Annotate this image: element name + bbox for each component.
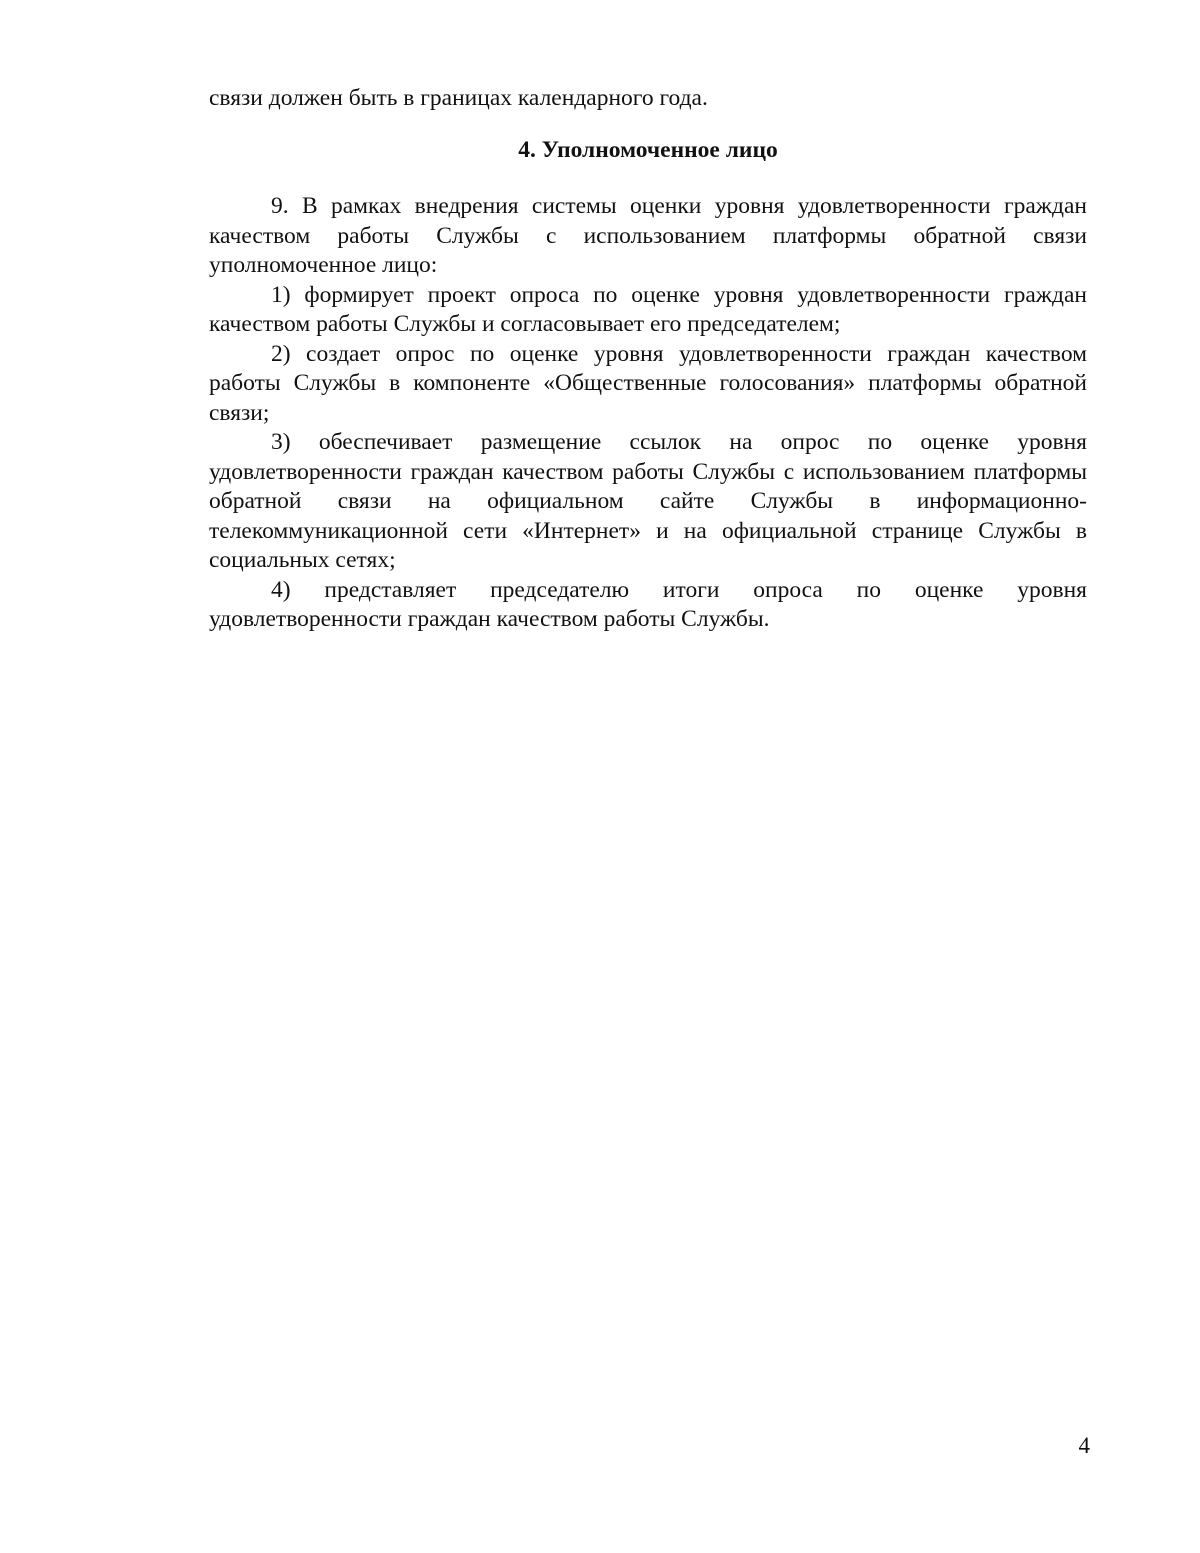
page-number: 4 bbox=[1078, 1433, 1090, 1458]
paragraph-item-2: 2) создает опрос по оценке уровня удовлетворенности граждан качеством работы Службы в компоненте «Общественные голосования» платформы обратной связи; bbox=[209, 340, 1087, 426]
paragraph-item-3: 3) обеспечивает размещение ссылок на опрос по оценке уровня удовлетворенности граждан качеством работы Службы с использованием платформы обратной связи на официальном сайте Службы в информационно-телекоммуникационной сети «Интернет» и на официальной странице Службы в социальных сетях; bbox=[209, 429, 1087, 573]
paragraph-9: 9. В рамках внедрения системы оценки уровня удовлетворенности граждан качеством работы Службы с использованием платформы обратной связи уполномоченное лицо: bbox=[209, 193, 1087, 278]
section-heading: 4. Уполномоченное лицо bbox=[518, 136, 778, 163]
continuation-text: связи должен быть в границах календарного года. bbox=[209, 85, 708, 111]
paragraph-item-4: 4) представляет председателю итоги опроса по оценке уровня удовлетворенности граждан качеством работы Службы. bbox=[209, 576, 1087, 632]
paragraph-item-1: 1) формирует проект опроса по оценке уровня удовлетворенности граждан качеством работы Службы и согласовывает его председателем; bbox=[209, 281, 1087, 337]
document-body bbox=[209, 84, 1087, 635]
